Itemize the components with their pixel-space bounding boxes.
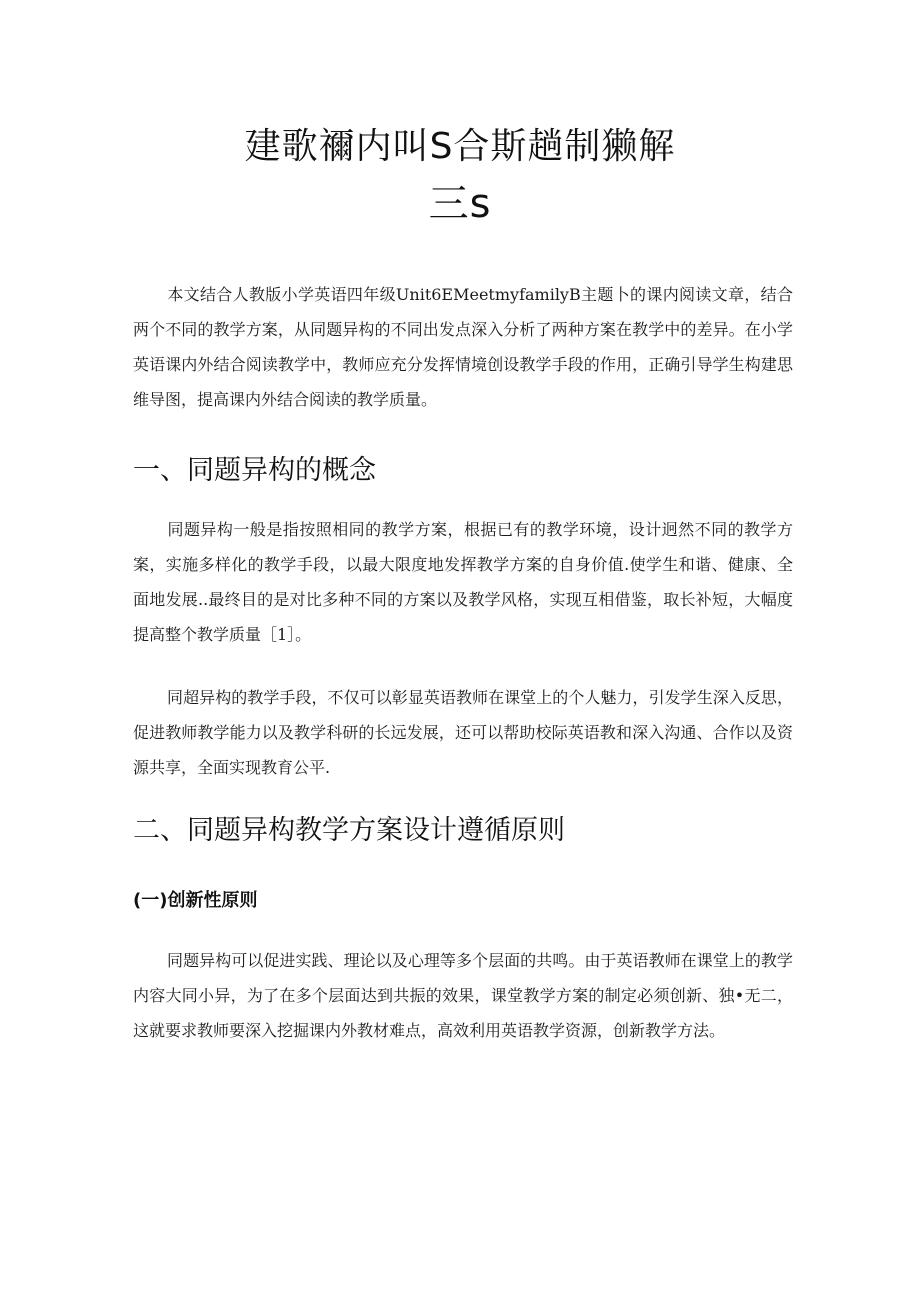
abstract-paragraph [133, 277, 793, 417]
section-2-heading: 二、同题异构教学方案设计遵循原则 [133, 815, 565, 846]
section-1-paragraph-1 [133, 512, 793, 652]
section-1-paragraph-1-text: 同题异构一般是指按照相同的教学方案，根据已有的教学环境，设计迥然不同的教学方案，实施多样化的教学手段，以最大限度地发挥教学方案的自身价值.使学生和谐、健康、全面地发展..最终目的是对比多种不同的方案以及教学风格，实现互相借鉴，取长补短，大幅度提高整个教学质量［1］。 [133, 520, 793, 644]
section-1-paragraph-2 [133, 680, 793, 785]
document-title-line-1: 建歌禰内叫S合斯趟制獭解 [244, 126, 676, 167]
abstract-text: 本文结合人教版小学英语四年级Unit6EMeetmyfamilyB主题卜的课内阅读文章，结合两个不同的教学方案，从同题异构的不同出发点深入分析了两种方案在教学中的差异。在小学英语课内外结合阅读教学中，教师应充分发挥情境创设教学手段的作用，正确引导学生构建思维导图，提高课内外结合阅读的教学质量。 [133, 285, 793, 409]
section-1-paragraph-2-text: 同超异构的教学手段，不仅可以彰显英语教师在课堂上的个人魅力，引发学生深入反思，促进教师教学能力以及教学科研的长远发展，还可以帮助校际英语教和深入沟通、合作以及资源共享，全面实现教育公平. [133, 688, 793, 777]
document-title-line-2: 三s [428, 181, 492, 227]
section-1-heading: 一、同题异构的概念 [133, 455, 376, 486]
section-2-subheading-1: (一)创新性原则 [133, 890, 258, 911]
section-2-sub-1-paragraph-text: 同题异构可以促进实践、理论以及心理等多个层面的共鸣。由于英语教师在课堂上的教学内容大同小异，为了在多个层面达到共振的效果，课堂教学方案的制定必须创新、独•无二，这就要求教师要深入挖掘课内外教材难点，高效利用英语教学资源，创新教学方法。 [133, 951, 793, 1040]
section-2-sub-1-paragraph [133, 943, 793, 1048]
